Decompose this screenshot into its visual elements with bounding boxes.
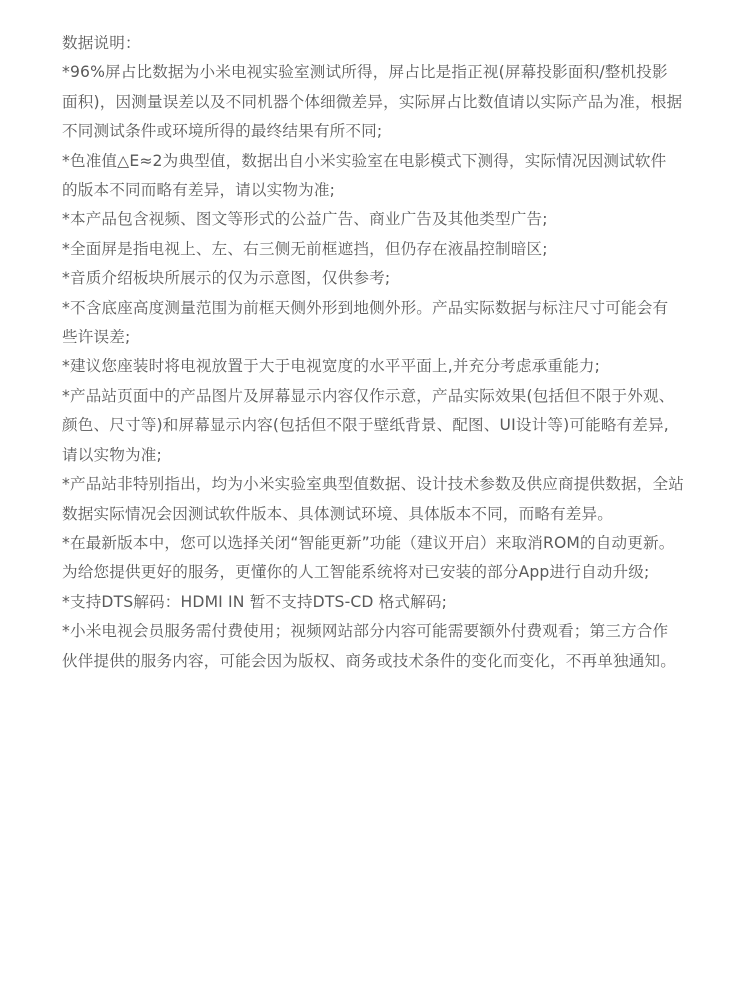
- note-item: [62, 294, 702, 353]
- note-item: [62, 352, 702, 381]
- note-line: *不含底座高度测量范围为前框天侧外形到地侧外形。产品实际数据与标注尺寸可能会有: [62, 298, 669, 317]
- document-heading: 数据说明：: [62, 34, 141, 52]
- note-line: 伙伴提供的服务内容，可能会因为版权、商务或技术条件的变化而变化，不再单独通知。: [62, 651, 677, 670]
- note-line: *全面屏是指电视上、左、右三侧无前框遮挡，但仍存在液晶控制暗区;: [62, 239, 548, 258]
- note-item: [62, 617, 702, 676]
- note-item: [62, 588, 702, 617]
- note-line: *支持DTS解码：HDMI IN 暂不支持DTS-CD 格式解码;: [62, 592, 448, 611]
- note-item: [62, 264, 702, 293]
- note-line: *在最新版本中，您可以选择关闭“智能更新”功能（建议开启）来取消ROM的自动更新。: [62, 533, 675, 552]
- note-line: 数据实际情况会因测试软件版本、具体测试环境、具体版本不同，而略有差异。: [62, 504, 614, 523]
- note-line: *本产品包含视频、图文等形式的公益广告、商业广告及其他类型广告;: [62, 210, 548, 229]
- note-line: *建议您座装时将电视放置于大于电视宽度的水平平面上,并充分考虑承重能力;: [62, 357, 601, 376]
- note-line: 面积)，因测量误差以及不同机器个体细微差异，实际屏占比数值请以实际产品为准，根据: [62, 92, 683, 111]
- note-item: [62, 529, 702, 588]
- note-line: *产品站非特别指出，均为小米实验室典型值数据、设计技术参数及供应商提供数据，全站: [62, 475, 684, 494]
- note-line: *96%屏占比数据为小米电视实验室测试所得，屏占比是指正视(屏幕投影面积/整机投影: [62, 63, 668, 82]
- note-line: 颜色、尺寸等)和屏幕显示内容(包括但不限于壁纸背景、配图、UI设计等)可能略有差异,: [62, 416, 669, 435]
- note-item: [62, 382, 702, 470]
- note-item: [62, 470, 702, 529]
- note-item: [62, 147, 702, 206]
- note-line: 为给您提供更好的服务，更懂你的人工智能系统将对已安装的部分App进行自动升级;: [62, 563, 650, 582]
- note-line: *小米电视会员服务需付费使用；视频网站部分内容可能需要额外付费观看；第三方合作: [62, 622, 669, 641]
- note-item: [62, 235, 702, 264]
- notes-list: [62, 58, 702, 676]
- note-line: 些许误差;: [62, 328, 131, 347]
- note-line: *产品站页面中的产品图片及屏幕显示内容仅作示意，产品实际效果(包括但不限于外观、: [62, 386, 675, 405]
- note-line: 不同测试条件或环境所得的最终结果有所不同;: [62, 122, 383, 141]
- note-item: [62, 58, 702, 146]
- note-line: 请以实物为准;: [62, 445, 162, 464]
- note-item: [62, 205, 702, 234]
- disclaimer-document: [62, 29, 702, 676]
- note-line: 的版本不同而略有差异，请以实物为准;: [62, 181, 336, 200]
- note-line: *音质介绍板块所展示的仅为示意图，仅供参考;: [62, 269, 391, 288]
- note-line: *色准值△E≈2为典型值，数据出自小米实验室在电影模式下测得，实际情况因测试软件: [62, 151, 667, 170]
